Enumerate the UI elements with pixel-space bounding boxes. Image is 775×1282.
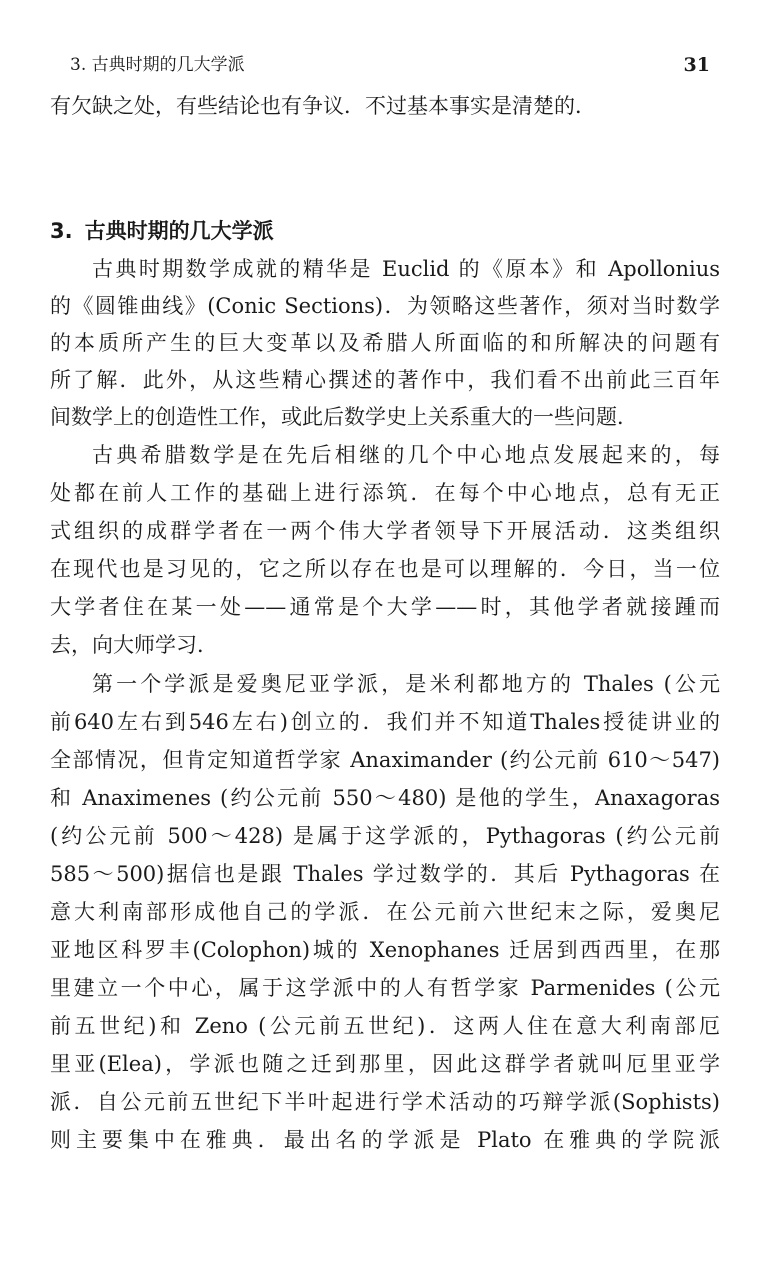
text-line: 大学者住在某一处——通常是个大学——时，其他学者就接踵而 (50, 595, 720, 619)
running-header (70, 52, 710, 78)
text-line: 在现代也是习见的，它之所以存在也是可以理解的．今日，当一位 (50, 557, 720, 581)
text-line: 则主要集中在雅典．最出名的学派是 Plato 在雅典的学院派 (50, 1128, 720, 1152)
text-line: 有欠缺之处，有些结论也有争议．不过基本事实是清楚的． (50, 94, 596, 118)
page-number: 31 (683, 54, 710, 76)
text-line: 去，向大师学习． (50, 633, 218, 657)
text-line: 全部情况，但肯定知道哲学家 Anaximander (约公元前 610～547) (50, 748, 720, 772)
text-line: 585～500)据信也是跟 Thales 学过数学的．其后 Pythagoras 在 (50, 862, 720, 886)
text-line: 意大利南部形成他自己的学派．在公元前六世纪末之际，爱奥尼 (50, 900, 720, 924)
section-number: 3. (50, 219, 73, 243)
text-line: 第一个学派是爱奥尼亚学派，是米利都地方的 Thales (公元 (92, 672, 720, 696)
text-line: 前640左右到546左右)创立的．我们并不知道Thales授徒讲业的 (50, 710, 720, 734)
text-line: 前五世纪)和 Zeno (公元前五世纪)．这两人住在意大利南部厄 (50, 1014, 720, 1038)
text-line: 所了解．此外，从这些精心撰述的著作中，我们看不出前此三百年 (50, 368, 720, 392)
text-line: (约公元前 500～428) 是属于这学派的，Pythagoras (约公元前 (50, 824, 720, 848)
text-line: 亚地区科罗丰(Colophon)城的 Xenophanes 迁居到西西里，在那 (50, 938, 720, 962)
text-line: 古典希腊数学是在先后相继的几个中心地点发展起来的，每 (92, 443, 720, 467)
text-line: 间数学上的创造性工作，或此后数学史上关系重大的一些问题． (50, 405, 638, 429)
text-line: 处都在前人工作的基础上进行添筑．在每个中心地点，总有无正 (50, 481, 720, 505)
text-line: 式组织的成群学者在一两个伟大学者领导下开展活动．这类组织 (50, 519, 720, 543)
section-title: 古典时期的几大学派 (84, 219, 274, 243)
text-line: 和 Anaximenes (约公元前 550～480) 是他的学生，Anaxagoras (50, 786, 720, 810)
text-line: 里建立一个中心，属于这学派中的人有哲学家 Parmenides (公元 (50, 976, 720, 1000)
section-heading (50, 213, 274, 249)
text-line: 的《圆锥曲线》(Conic Sections)．为领略这些著作，须对当时数学 (50, 294, 720, 318)
text-line: 里亚(Elea)，学派也随之迁到那里，因此这群学者就叫厄里亚学 (50, 1052, 720, 1076)
running-title: 3. 古典时期的几大学派 (70, 55, 245, 75)
text-line: 的本质所产生的巨大变革以及希腊人所面临的和所解决的问题有 (50, 331, 720, 355)
text-line: 派．自公元前五世纪下半叶起进行学术活动的巧辩学派(Sophists) (50, 1090, 720, 1114)
text-line: 古典时期数学成就的精华是 Euclid 的《原本》和 Apollonius (92, 257, 720, 281)
